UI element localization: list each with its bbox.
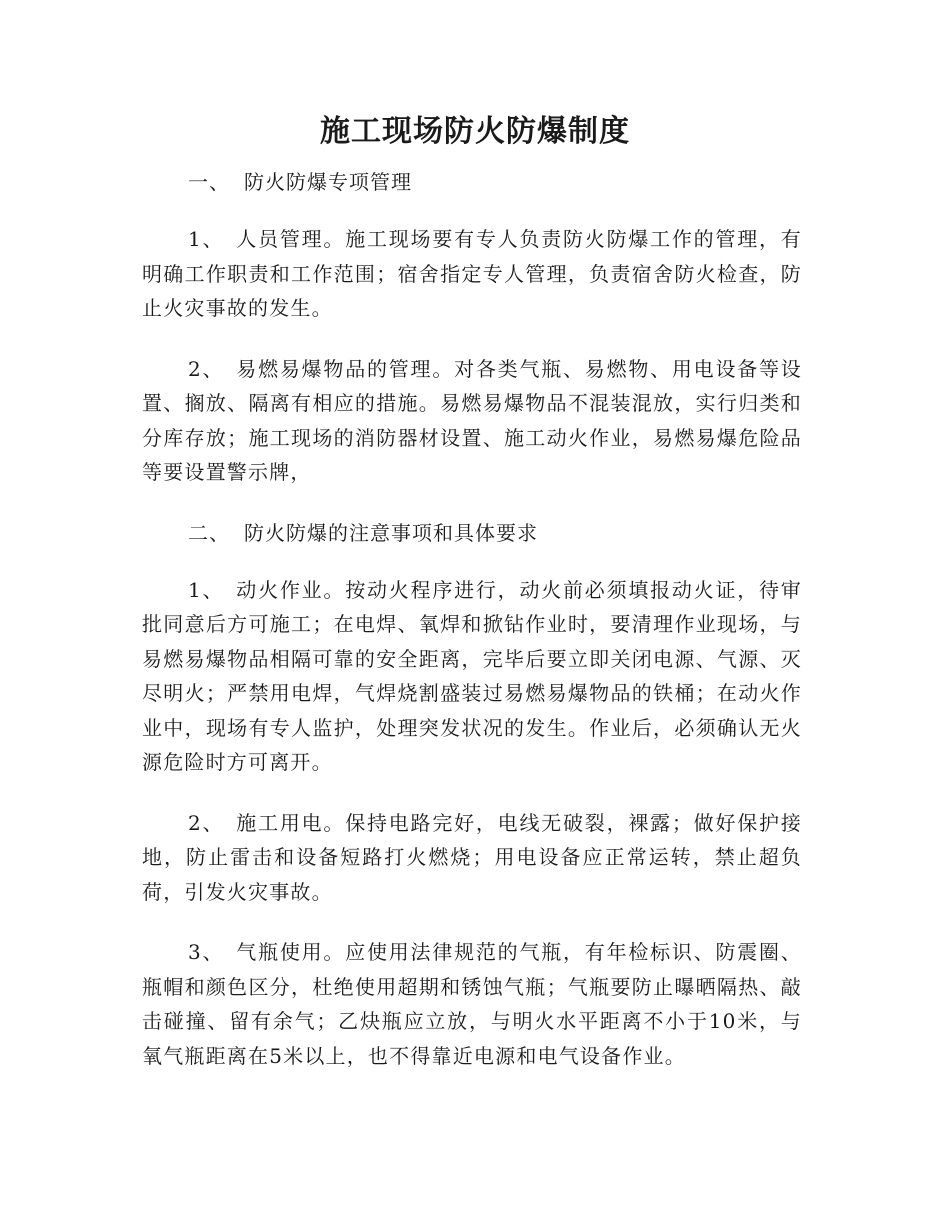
document-title: 施工现场防火防爆制度	[320, 114, 630, 149]
section-heading	[142, 516, 802, 550]
section-title: 防火防爆的注意事项和具体要求	[244, 520, 538, 545]
spacer	[142, 490, 802, 516]
item-text: 人员管理。施工现场要有专人负责防火防爆工作的管理，有明确工作职责和工作范围；宿舍指定专人管理，负责宿舍防火检查，防止火灾事故的发生。	[142, 227, 803, 320]
item-text: 气瓶使用。应使用法律规范的气瓶，有年检标识、防震圈、瓶帽和颜色区分，杜绝使用超期和锈蚀气瓶；气瓶要防止曝晒隔热、敲击碰撞、留有余气；乙炔瓶应立放，与明火水平距离不小于10米，与氧气瓶距离在5米以上，也不得靠近电源和电气设备作业。	[142, 940, 803, 1068]
section-number: 二、	[188, 520, 230, 545]
paragraph	[142, 573, 802, 780]
section-number: 一、	[188, 170, 230, 194]
spacer	[142, 780, 802, 806]
spacer	[142, 199, 802, 222]
section-title: 防火防爆专项管理	[244, 170, 412, 194]
item-number: 2、	[188, 810, 225, 835]
spacer	[142, 550, 802, 573]
section-heading	[142, 165, 802, 199]
item-text: 施工用电。保持电路完好，电线无破裂，裸露；做好保护接地，防止雷击和设备短路打火燃烧；用电设备应正常运转，禁止超负荷，引发火灾事故。	[142, 810, 803, 904]
paragraph	[142, 352, 802, 490]
item-number: 1、	[188, 227, 225, 251]
document-body	[142, 165, 802, 1073]
item-number: 3、	[188, 940, 225, 964]
item-text: 易燃易爆物品的管理。对各类气瓶、易燃物、用电设备等设置、搁放、隔离有相应的措施。易燃易爆物品不混装混放，实行归类和分库存放；施工现场的消防器材设置、施工动火作业，易燃易爆危险品等要设置警示牌，	[142, 356, 803, 484]
paragraph	[142, 806, 802, 910]
spacer	[142, 326, 802, 352]
paragraph	[142, 222, 802, 326]
section-2	[142, 516, 802, 1074]
paragraph	[142, 935, 802, 1073]
item-text: 动火作业。按动火程序进行，动火前必须填报动火证，待审批同意后方可施工；在电焊、氧焊和掀钻作业时，要清理作业现场，与易燃易爆物品相隔可靠的安全距离，完毕后要立即关闭电源、气源、灭尽明火；严禁用电焊，气焊烧割盛装过易燃易爆物品的铁桶；在动火作业中，现场有专人监护，处理突发状况的发生。作业后，必须确认无火源危险时方可离开。	[142, 577, 803, 774]
item-number: 1、	[188, 577, 225, 602]
spacer	[142, 909, 802, 935]
section-1	[142, 165, 802, 490]
item-number: 2、	[188, 356, 225, 381]
